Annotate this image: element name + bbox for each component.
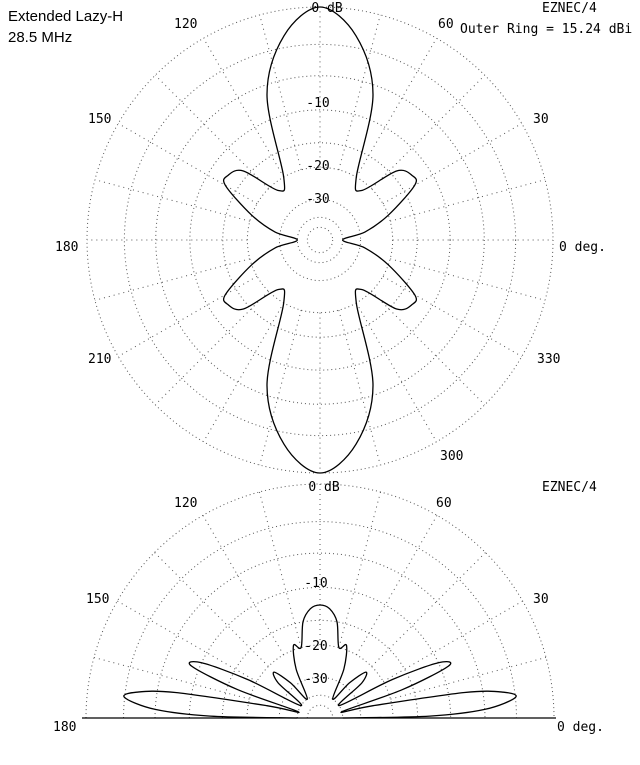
azimuth-spoke-135	[155, 75, 268, 188]
azimuth-ring-label-0db: 0 dB	[311, 1, 343, 16]
azimuth-ring-40db	[297, 217, 342, 262]
elevation-ring-label-0db: 0 dB	[308, 480, 340, 495]
azimuth-ring-label-20db: -20	[306, 159, 330, 174]
azimuth-spoke-210	[118, 276, 257, 356]
chart-title-line-2: 28.5 MHz	[8, 29, 73, 46]
azimuth-ring-30db	[279, 199, 360, 280]
azimuth-spoke-300	[356, 303, 436, 442]
azimuth-ring-label-10db: -10	[306, 96, 330, 111]
azimuth-spoke-330	[383, 276, 522, 356]
azimuth-angle-label-330: 330	[537, 352, 561, 367]
elevation-angle-label-30: 30	[533, 592, 549, 607]
azimuth-spoke-150	[118, 124, 257, 204]
azimuth-angle-label-150: 150	[88, 112, 112, 127]
azimuth-plot	[55, 1, 632, 473]
azimuth-spoke-60	[356, 38, 436, 177]
azimuth-spoke-120	[204, 38, 284, 177]
elevation-ring-label-10db: -10	[304, 576, 328, 591]
elevation-spoke-45	[372, 553, 486, 667]
azimuth-angle-label-0: 0 deg.	[559, 240, 606, 255]
azimuth-spoke-45	[371, 75, 484, 188]
azimuth-ring-20db	[247, 167, 392, 312]
azimuth-angle-label-120: 120	[174, 17, 198, 32]
elevation-angle-label-120: 120	[174, 496, 198, 511]
elevation-angle-label-150: 150	[86, 592, 110, 607]
azimuth-spoke-30	[383, 124, 522, 204]
azimuth-ring-50db	[307, 227, 332, 252]
elevation-angle-label-0: 0 deg.	[557, 720, 604, 735]
elevation-brand-label: EZNEC/4	[542, 480, 597, 495]
azimuth-spoke-240	[204, 303, 284, 442]
elevation-plot	[53, 480, 604, 735]
elevation-ring-50db	[307, 705, 332, 718]
azimuth-ring-label-30db: -30	[306, 192, 330, 207]
azimuth-brand-label: EZNEC/4	[542, 1, 597, 16]
azimuth-angle-label-60: 60	[438, 17, 454, 32]
elevation-angle-label-60: 60	[436, 496, 452, 511]
azimuth-spoke-315	[371, 291, 484, 404]
outer-ring-label: Outer Ring = 15.24 dBi	[460, 22, 633, 37]
elevation-ring-label-20db: -20	[304, 639, 328, 654]
azimuth-grid	[87, 7, 553, 473]
elevation-pattern-trace	[124, 605, 516, 718]
azimuth-angle-label-210: 210	[88, 352, 112, 367]
azimuth-ring-6db	[156, 76, 485, 405]
azimuth-angle-label-300: 300	[440, 449, 464, 464]
azimuth-spoke-225	[155, 291, 268, 404]
elevation-ring-40db	[297, 695, 343, 718]
elevation-angle-label-180: 180	[53, 720, 77, 735]
elevation-spoke-135	[155, 553, 269, 667]
azimuth-angle-label-180: 180	[55, 240, 79, 255]
elevation-ring-label-30db: -30	[304, 672, 328, 687]
chart-title-line-1: Extended Lazy-H	[8, 8, 124, 25]
azimuth-angle-label-30: 30	[533, 112, 549, 127]
